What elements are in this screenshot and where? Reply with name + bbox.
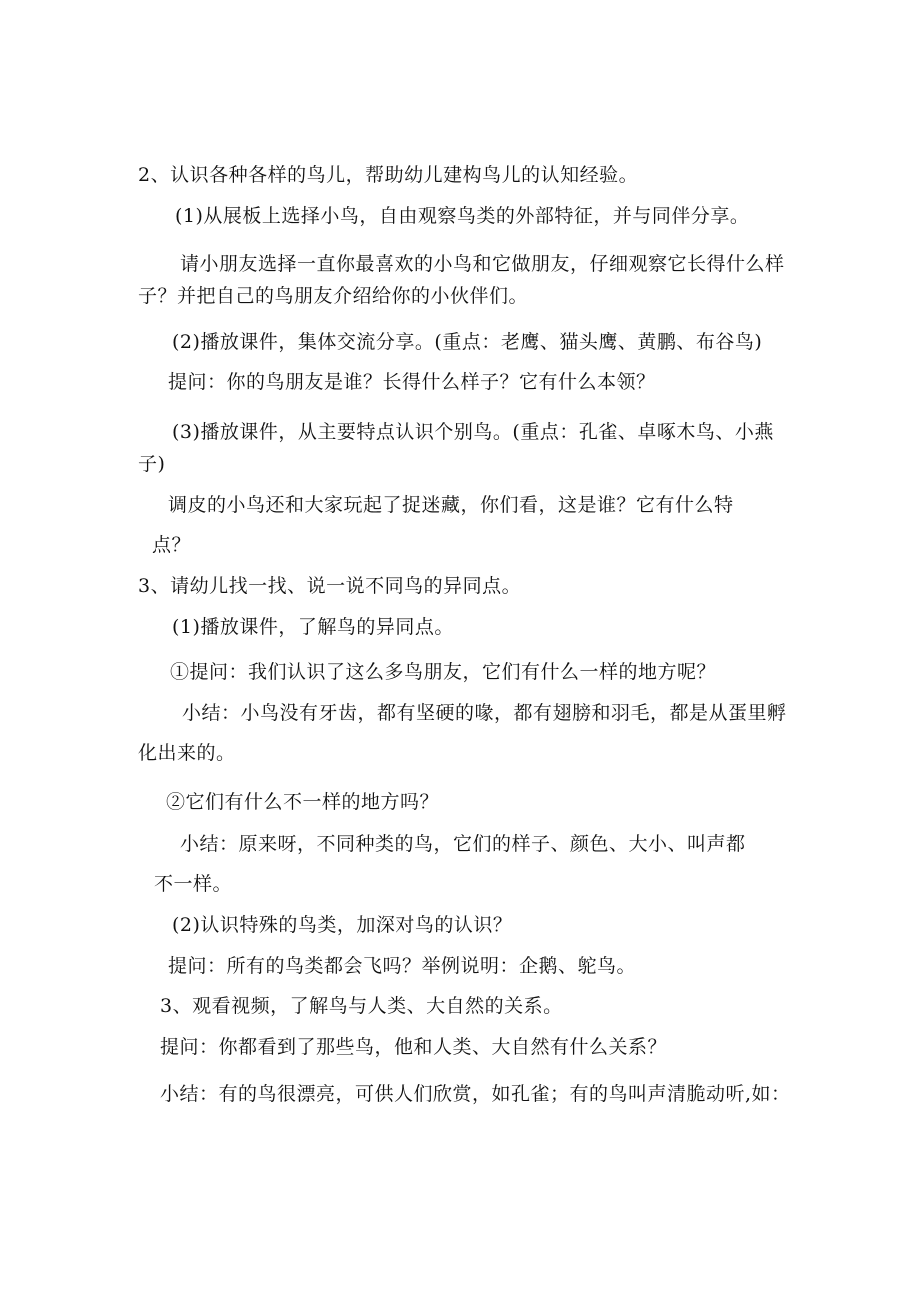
paragraph-line: 化出来的。	[138, 742, 236, 764]
paragraph-line: 不一样。	[154, 873, 233, 895]
question-text: ①提问：我们认识了这么多鸟朋友，它们有什么一样的地方呢？	[170, 661, 717, 683]
summary-text: 小结：小鸟没有牙齿，都有坚硬的喙，都有翅膀和羽毛，都是从蛋里孵	[182, 702, 787, 724]
step-1-text: (1)从展板上选择小鸟，自由观察鸟类的外部特征，并与同伴分享。	[175, 205, 750, 227]
summary-text: 小结：有的鸟很漂亮，可供人们欣赏，如孔雀；有的鸟叫声清脆动听,如：	[160, 1083, 791, 1105]
section-2-heading: 2、认识各种各样的鸟儿，帮助幼儿建构鸟儿的认知经验。	[138, 164, 639, 186]
paragraph-line: 子)	[138, 453, 166, 475]
paragraph-line: 子？并把自己的鸟朋友介绍给你的小伙伴们。	[138, 285, 529, 307]
question-text: 提问：所有的鸟类都会飞吗？举例说明：企鹅、鸵鸟。	[168, 955, 637, 977]
step-2-text: (2)播放课件，集体交流分享。(重点：老鹰、猫头鹰、黄鹏、布谷鸟)	[172, 331, 763, 353]
paragraph-line: 调皮的小鸟还和大家玩起了捉迷藏，你们看，这是谁？它有什么特	[168, 494, 734, 516]
step-2-text: (2)认识特殊的鸟类，加深对鸟的认识？	[172, 914, 513, 936]
paragraph-line: 请小朋友选择一直你最喜欢的小鸟和它做朋友，仔细观察它长得什么样	[180, 253, 785, 275]
section-3-heading: 3、请幼儿找一找、说一说不同鸟的异同点。	[138, 575, 522, 597]
question-text: 提问：你的鸟朋友是谁？长得什么样子？它有什么本领？	[168, 371, 656, 393]
step-3-text: (3)播放课件，从主要特点认识个别鸟。(重点：孔雀、卓啄木鸟、小燕	[172, 421, 774, 443]
section-3-heading: 3、观看视频，了解鸟与人类、大自然的关系。	[160, 995, 563, 1017]
question-text: 提问：你都看到了那些鸟，他和人类、大自然有什么关系？	[160, 1036, 668, 1058]
step-1-text: (1)播放课件，了解鸟的异同点。	[172, 616, 454, 638]
paragraph-line: 点？	[152, 534, 192, 556]
summary-text: 小结：原来呀，不同种类的鸟，它们的样子、颜色、大小、叫声都	[180, 833, 746, 855]
question-text: ②它们有什么不一样的地方吗？	[166, 791, 440, 813]
